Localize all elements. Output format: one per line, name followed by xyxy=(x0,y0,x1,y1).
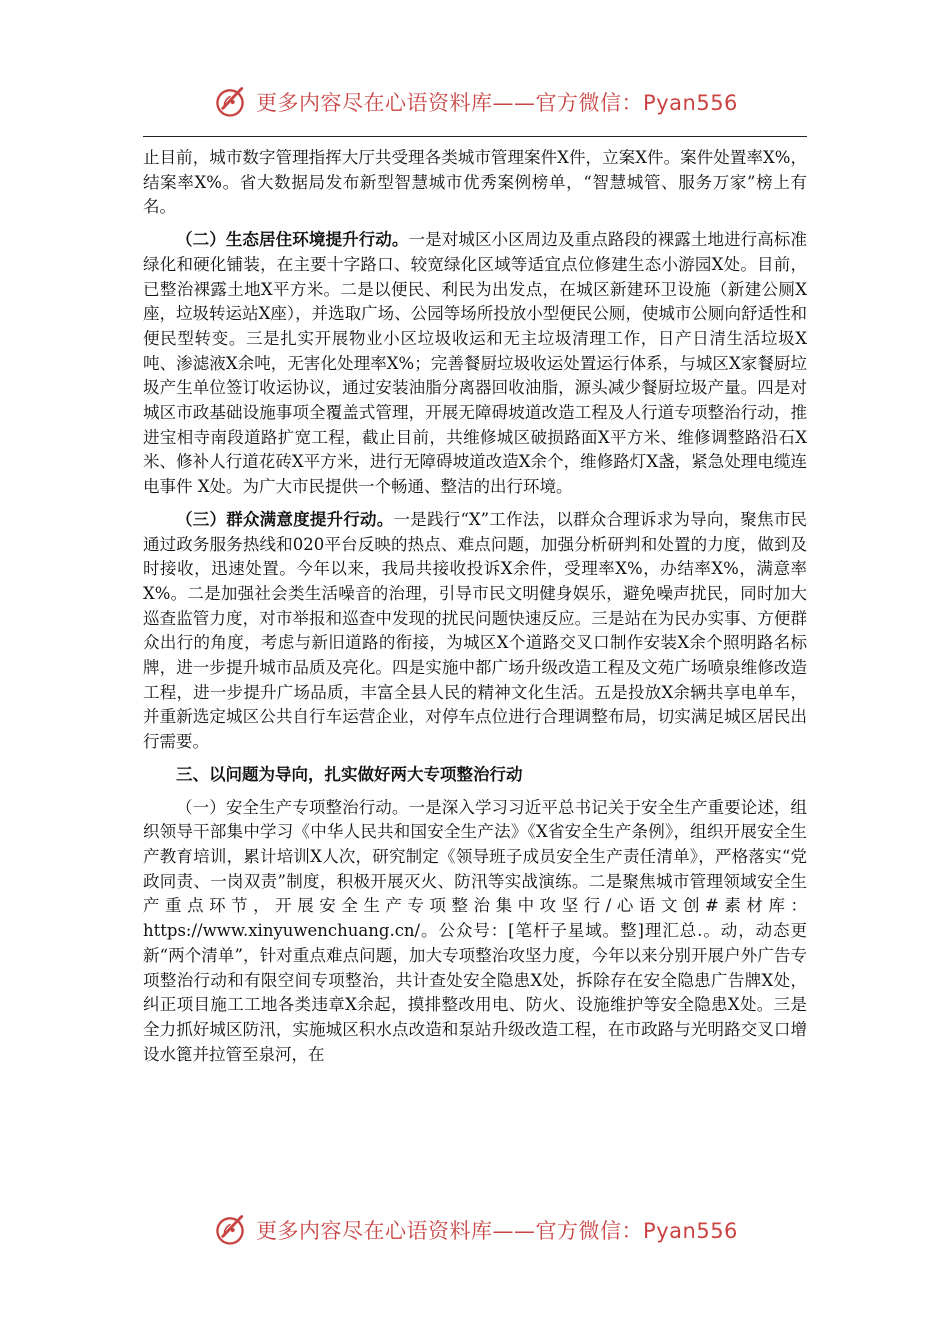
footer-watermark-text: 更多内容尽在心语资料库——官方微信：Pyan556 xyxy=(256,1219,738,1243)
paragraph-text: 止目前，城市数字管理指挥大厅共受理各类城市管理案件X件，立案X件。案件处置率X%，结案率X%。省大数据局发布新型智慧城市优秀案例榜单，“智慧城管、服务万家”榜上有名。 xyxy=(143,148,807,217)
paragraph-satisfaction xyxy=(143,508,807,755)
paragraph-continuation xyxy=(143,146,807,220)
header-watermark-text: 更多内容尽在心语资料库——官方微信：Pyan556 xyxy=(256,91,738,115)
document-body xyxy=(143,146,807,1067)
footer-watermark-banner xyxy=(0,1210,950,1250)
paragraph-ecology xyxy=(143,228,807,500)
section-heading: （三）群众满意度提升行动。 xyxy=(176,509,394,529)
quill-seal-logo-icon xyxy=(212,84,248,120)
section-heading: （二）生态居住环境提升行动。 xyxy=(176,230,409,250)
paragraph-text: 一是对城区小区周边及重点路段的裸露土地进行高标准绿化和硬化铺装，在主要十字路口、较宽绿化区域等适宜点位修建生态小游园X处。目前，已整治裸露土地X平方米。二是以便民、利民为出发点，在城区新建环卫设施（新建公厕X座，垃圾转运站X座），并选取广场、公园等场所投放小型便民公厕，使城市公厕向舒适性和便民型转变。三是扎实开展物业小区垃圾收运和无主垃圾清理工作，日产日清生活垃圾X吨、渗滤液X余吨，无害化处理率X%；完善餐厨垃圾收运处置运行体系，与城区X家餐厨垃圾产生单位签订收运协议，通过安装油脂分离器回收油脂，源头减少餐厨垃圾产量。四是对城区市政基础设施事项全覆盖式管理，开展无障碍坡道改造工程及人行道专项整治行动，推进宝相寺南段道路扩宽工程，截止目前，共维修城区破损路面X平方米、维修调整路沿石X米、修补人行道花砖X平方米，进行无障碍坡道改造X余个，维修路灯X盏，紧急处理电缆连电事件 X处。为广大市民提供一个畅通、整洁的出行环境。 xyxy=(143,230,808,497)
header-watermark-banner xyxy=(0,82,950,122)
chapter-heading-text: 三、以问题为导向，扎实做好两大专项整治行动 xyxy=(176,764,523,784)
paragraph-text: （一）安全生产专项整治行动。一是深入学习习近平总书记关于安全生产重要论述，组织领导干部集中学习《中华人民共和国安全生产法》《X省安全生产条例》，组织开展安全生产教育培训，累计培训X人次，研究制定《领导班子成员安全生产责任清单》，严格落实“党政同责、一岗双责”制度，积极开展灭火、防汛等实战演练。二是聚焦城市管理领域安全生产重点环节，开展安全生产专项整治集中攻坚行/心语文创#素材库：https://www.xinyuwenchuang.cn/。公众号：[笔杆子星域。整]理汇总.。动，动态更新“两个清单”，针对重点难点问题，加大专项整治攻坚力度，今年以来分别开展户外广告专项整治行动和有限空间专项整治，共计查处安全隐患X处，拆除存在安全隐患广告牌X处，纠正项目施工工地各类违章X余起，摸排整改用电、防火、设施维护等安全隐患X处。三是全力抓好城区防汛，实施城区积水点改造和泵站升级改造工程，在市政路与光明路交叉口增设水篦并拉管至泉河，在 xyxy=(143,797,807,1064)
header-divider xyxy=(143,136,807,137)
paragraph-safety xyxy=(143,796,807,1068)
chapter-heading xyxy=(143,763,807,788)
paragraph-text: 一是践行“X”工作法，以群众合理诉求为导向，聚焦市民通过政务服务热线和020平台反映的热点、难点问题，加强分析研判和处置的力度，做到及时接收，迅速处置。今年以来，我局共接收投诉X余件，受理率X%，办结率X%，满意率X%。二是加强社会类生活噪音的治理，引导市民文明健身娱乐，避免噪声扰民，同时加大巡查监管力度，对市举报和巡查中发现的扰民问题快速反应。三是站在为民办实事、方便群众出行的角度，考虑与新旧道路的衔接，为城区X个道路交叉口制作安装X余个照明路名标牌，进一步提升城市品质及亮化。四是实施中都广场升级改造工程及文苑广场喷泉维修改造工程，进一步提升广场品质，丰富全县人民的精神文化生活。五是投放X余辆共享电单车，并重新选定城区公共自行车运营企业，对停车点位进行合理调整布局，切实满足城区居民出行需要。 xyxy=(143,509,807,752)
quill-seal-logo-icon xyxy=(212,1212,248,1248)
